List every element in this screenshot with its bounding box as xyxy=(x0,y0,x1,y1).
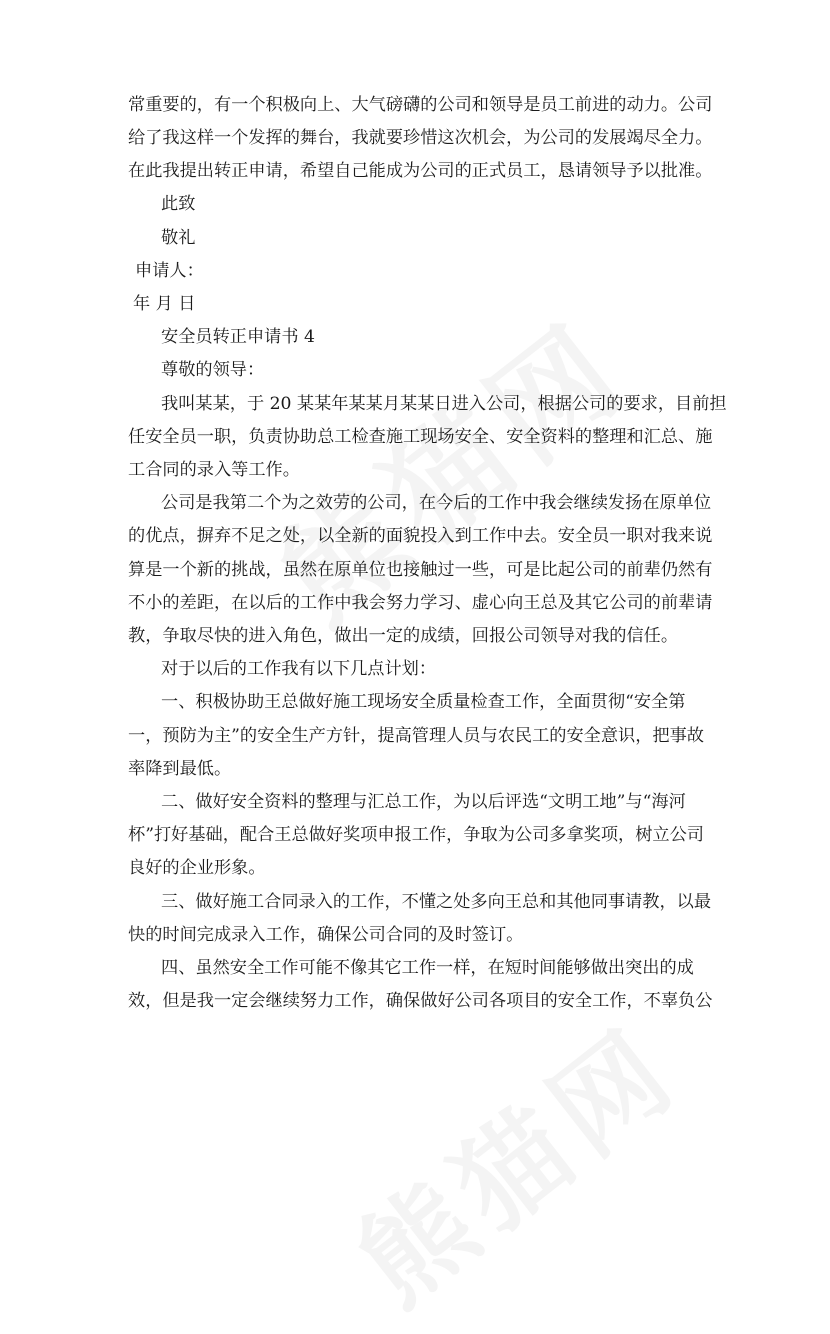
text-line: 在此我提出转正申请，希望自己能成为公司的正式员工，恳请领导予以批准。 xyxy=(128,161,713,181)
text-line: 我叫某某，于 20 某某年某某月某某日进入公司，根据公司的要求，目前担 xyxy=(161,394,727,414)
text-line: 算是一个新的挑战，虽然在原单位也接触过一些，可是比起公司的前辈仍然有 xyxy=(128,560,713,580)
text-line: 的优点，摒弃不足之处，以全新的面貌投入到工作中去。安全员一职对我来说 xyxy=(128,526,713,546)
applicant-label: 申请人： xyxy=(135,261,204,281)
text-line: 公司是我第二个为之效劳的公司，在今后的工作中我会继续发扬在原单位 xyxy=(161,493,712,513)
text-line: 工合同的录入等工作。 xyxy=(128,460,300,480)
watermark xyxy=(320,984,706,1334)
text-line: 对于以后的工作我有以下几点计划： xyxy=(161,659,437,679)
text-line: 给了我这样一个发挥的舞台，我就要珍惜这次机会，为公司的发展竭尽全力。 xyxy=(128,128,713,148)
text-line: 不小的差距，在以后的工作中我会努力学习、虚心向王总及其它公司的前辈请 xyxy=(128,593,713,613)
text-line: 一，预防为主”的安全生产方针，提高管理人员与农民工的安全意识，把事故 xyxy=(128,726,704,746)
date-line: 年 月 日 xyxy=(133,294,196,314)
text-line: 率降到最低。 xyxy=(128,759,232,779)
text-line: 常重要的，有一个积极向上、大气磅礴的公司和领导是员工前进的动力。公司 xyxy=(128,95,713,115)
text-line: 快的时间完成录入工作，确保公司合同的及时签订。 xyxy=(128,925,524,945)
section-title: 安全员转正申请书 4 xyxy=(161,327,315,347)
text-line: 一、积极协助王总做好施工现场安全质量检查工作，全面贯彻“安全第 xyxy=(161,692,686,712)
greeting: 尊敬的领导： xyxy=(161,360,265,380)
closing-salutation: 此致 xyxy=(161,194,196,214)
text-line: 四、虽然安全工作可能不像其它工作一样，在短时间能够做出突出的成 xyxy=(161,958,694,978)
text-line: 任安全员一职，负责协助总工检查施工现场安全、安全资料的整理和汇总、施 xyxy=(128,427,713,447)
text-line: 三、做好施工合同录入的工作，不懂之处多向王总和其他同事请教，以最 xyxy=(161,892,712,912)
text-line: 二、做好安全资料的整理与汇总工作，为以后评选“文明工地”与“海河 xyxy=(161,792,686,812)
closing-regards: 敬礼 xyxy=(161,228,196,248)
text-line: 效，但是我一定会继续努力工作，确保做好公司各项目的安全工作，不辜负公 xyxy=(128,991,713,1011)
text-line: 杯”打好基础，配合王总做好奖项申报工作，争取为公司多拿奖项，树立公司 xyxy=(128,825,704,845)
text-line: 良好的企业形象。 xyxy=(128,858,266,878)
text-line: 教，争取尽快的进入角色，做出一定的成绩，回报公司领导对我的信任。 xyxy=(128,626,679,646)
